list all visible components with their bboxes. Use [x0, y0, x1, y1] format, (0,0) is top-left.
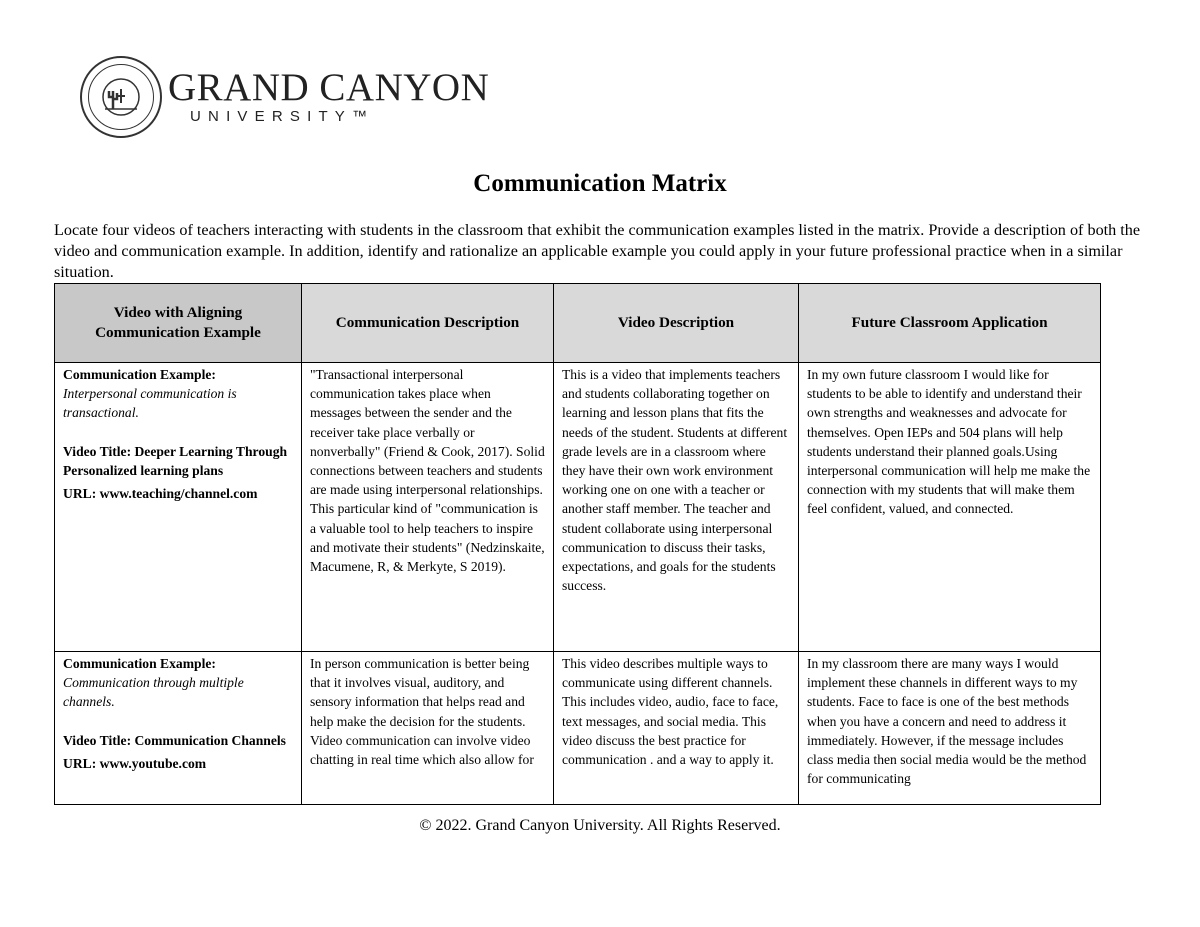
- header-video-example: Video with Aligning Communication Example: [55, 284, 302, 363]
- brand-subtitle: UNIVERSITY™: [190, 107, 375, 125]
- video-example-cell: [55, 363, 302, 652]
- future-application-cell: In my classroom there are many ways I would implement these channels in different ways to my students. Face to face is one of the best methods when you have a concern and need to address it immediately. However, if the message includes class media then social media would be the method for communicating: [799, 652, 1101, 805]
- future-application-cell: In my own future classroom I would like for students to be able to identify and understand their own strengths and weaknesses and advocate for themselves. Open IEPs and 504 plans will help students understand their planned goals.Using interpersonal communication will help me make the connection with my students that will make them feel confident, valued, and connected.: [799, 363, 1101, 652]
- header-communication-description: Communication Description: [302, 284, 554, 363]
- video-description-cell: This video describes multiple ways to communicate using different channels. This includes video, audio, face to face, text messages, and social media. This video discuss the best practice for communication . and a way to apply it.: [554, 652, 799, 805]
- video-url: URL: www.teaching/channel.com: [63, 486, 258, 502]
- video-description-cell: This is a video that implements teachers and students collaborating together on learning and lesson plans that fits the needs of the student. Students at different grade levels are in a classroom where they have their own work environment working one on one with a teacher or another staff member. The teacher and student collaborate using interpersonal communication to discuss their tasks, expectations, and goals for the students success.: [554, 363, 799, 652]
- header-future-application: Future Classroom Application: [799, 284, 1101, 363]
- table-row: [55, 363, 1101, 652]
- copyright-footer: © 2022. Grand Canyon University. All Rights Reserved.: [419, 817, 781, 834]
- video-title: Video Title: Deeper Learning Through Personalized learning plans: [63, 443, 288, 478]
- communication-description-cell: "Transactional interpersonal communication takes place when messages between the sender and the receiver take place verbally or nonverbally" (Friend & Cook, 2017). Solid connections between teachers and students are made using interpersonal relationships. This particular kind of "communication is a valuable tool to help teachers to inspire and motivate their students" (Nedzinskaite, Macumene, R, & Merkyte, S 2019).: [302, 363, 554, 652]
- video-example-cell: [55, 652, 302, 805]
- video-title: Video Title: Communication Channels: [63, 732, 286, 748]
- example-text: Interpersonal communication is transactional.: [63, 386, 237, 421]
- university-seal-icon: [80, 56, 162, 138]
- header-video-description: Video Description: [554, 284, 799, 363]
- communication-description-cell: In person communication is better being that it involves visual, auditory, and sensory information that helps read and help make the decision for the students. Video communication can involve video chatting in real time which also allow for: [302, 652, 554, 805]
- page-title: Communication Matrix: [473, 170, 727, 197]
- university-logo: [80, 56, 489, 138]
- instructions-paragraph: Locate four videos of teachers interacting with students in the classroom that exhibit the communication examples listed in the matrix. Provide a description of both the video and communication example. In addition, identify and rationalize an applicable example you could apply in your future professional practice when in a similar situation.: [54, 221, 1141, 281]
- example-label: Communication Example:: [63, 656, 216, 671]
- example-text: Communication through multiple channels.: [63, 675, 244, 710]
- example-label: Communication Example:: [63, 367, 216, 382]
- table-header-row: [55, 284, 1101, 363]
- brand-name: GRAND CANYON: [168, 65, 490, 109]
- video-url: URL: www.youtube.com: [63, 755, 207, 771]
- table-row: [55, 652, 1101, 805]
- communication-matrix-table: [54, 283, 1101, 805]
